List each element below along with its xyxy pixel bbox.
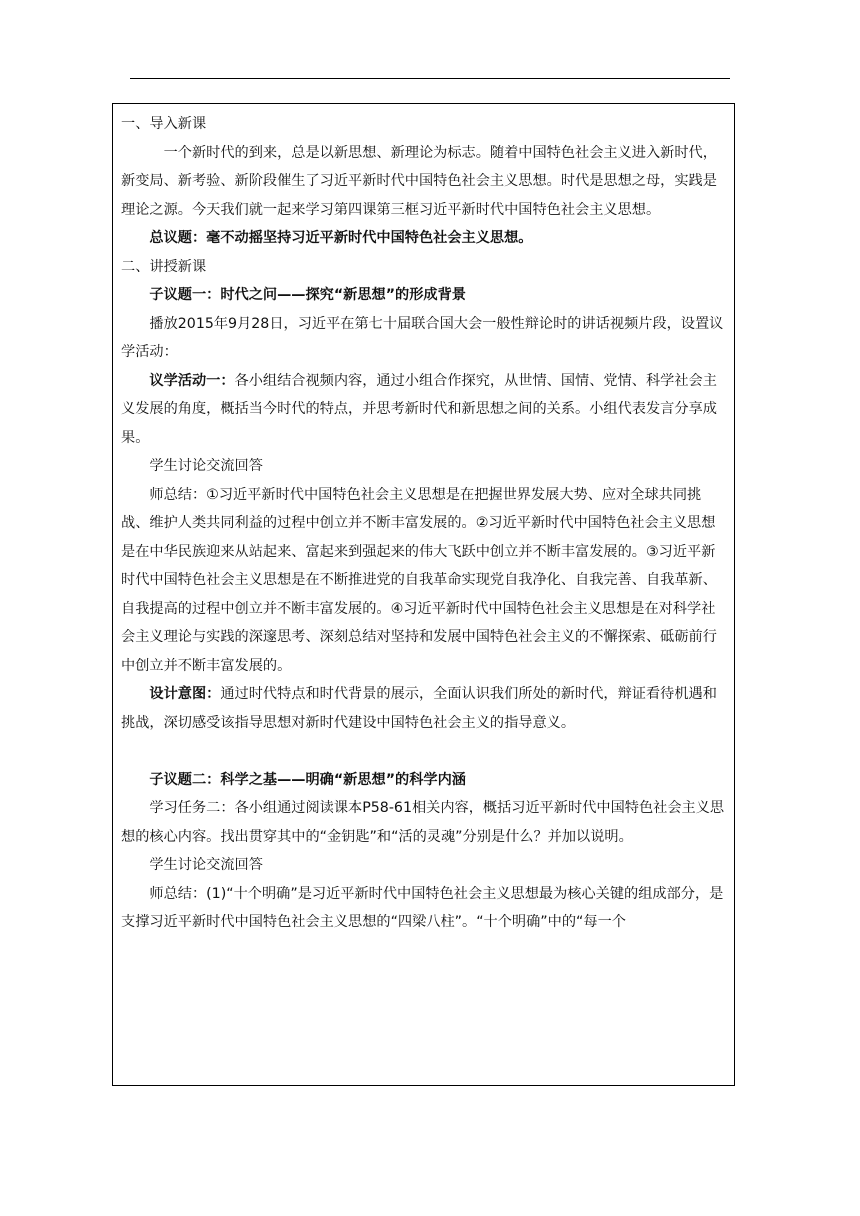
header-rule: [130, 78, 730, 79]
spacer: [121, 737, 726, 766]
section-1-heading: 一、导入新课: [121, 116, 207, 132]
design-intent-label: 设计意图：: [149, 686, 221, 702]
sub-topic-2-title: 子议题二：科学之基——明确“新思想”的科学内涵: [149, 771, 466, 788]
summary-2: 师总结：(1)“十个明确”是习近平新时代中国特色社会主义思想最为核心关键的组成部分，是支撑习近平新时代中国特色社会主义思想的“四梁八柱”。“十个明确”中的“每一个: [121, 885, 724, 930]
section-2-heading: 二、讲授新课: [121, 258, 207, 275]
discussion-1: 学生讨论交流回答: [149, 458, 263, 474]
summary-1: 师总结：①习近平新时代中国特色社会主义思想是在把握世界发展大势、应对全球共同挑战、维护人类共同利益的过程中创立并不断丰富发展的。②习近平新时代中国特色社会主义思想是在中华民族迎来从站起来、富起来到强起来的伟大飞跃中创立并不断丰富发展的。③习近平新时代中国特色社会主义思想是在不断推进党的自我革命实现党自我净化、自我完善、自我革新、自我提高的过程中创立并不断丰富发展的。④习近平新时代中国特色社会主义思想是在对科学社会主义理论与实践的深邃思考、深刻总结对坚持和发展中国特色社会主义的不懈探索、砥砺前行中创立并不断丰富发展的。: [121, 486, 717, 674]
design-intent-paragraph: [121, 680, 726, 737]
lesson-content-box: [112, 103, 735, 1086]
main-topic: 总议题：毫不动摇坚持习近平新时代中国特色社会主义思想。: [149, 230, 533, 246]
design-intent-text: 通过时代特点和时代背景的展示，全面认识我们所处的新时代，辩证看待机遇和挑战，深切感受该指导思想对新时代建设中国特色社会主义的指导意义。: [121, 686, 717, 731]
sub-topic-1-title: 子议题一：时代之问——探究“新思想”的形成背景: [149, 287, 466, 303]
activity-1-paragraph: [121, 367, 726, 453]
task-2-paragraph: 学习任务二：各小组通过阅读课本P58-61相关内容，概括习近平新时代中国特色社会主义思想的核心内容。找出贯穿其中的“金钥匙”和“活的灵魂”分别是什么？并加以说明。: [121, 800, 725, 845]
intro-paragraph: 一个新时代的到来，总是以新思想、新理论为标志。随着中国特色社会主义进入新时代，新变局、新考验、新阶段催生了习近平新时代中国特色社会主义思想。时代是思想之母，实践是理论之源。今天我们就一起来学习第四课第三框习近平新时代中国特色社会主义思想。: [121, 144, 717, 218]
activity-1-text: 各小组结合视频内容，通过小组合作探究，从世情、国情、党情、科学社会主义发展的角度，概括当今时代的特点，并思考新时代和新思想之间的关系。小组代表发言分享成果。: [121, 372, 717, 446]
discussion-2: 学生讨论交流回答: [149, 857, 263, 873]
activity-1-label: 议学活动一：: [149, 372, 235, 389]
sub-topic-1-video-note: 播放2015年9月28日，习近平在第七十届联合国大会一般性辩论时的讲话视频片段，设置议学活动：: [121, 315, 724, 360]
